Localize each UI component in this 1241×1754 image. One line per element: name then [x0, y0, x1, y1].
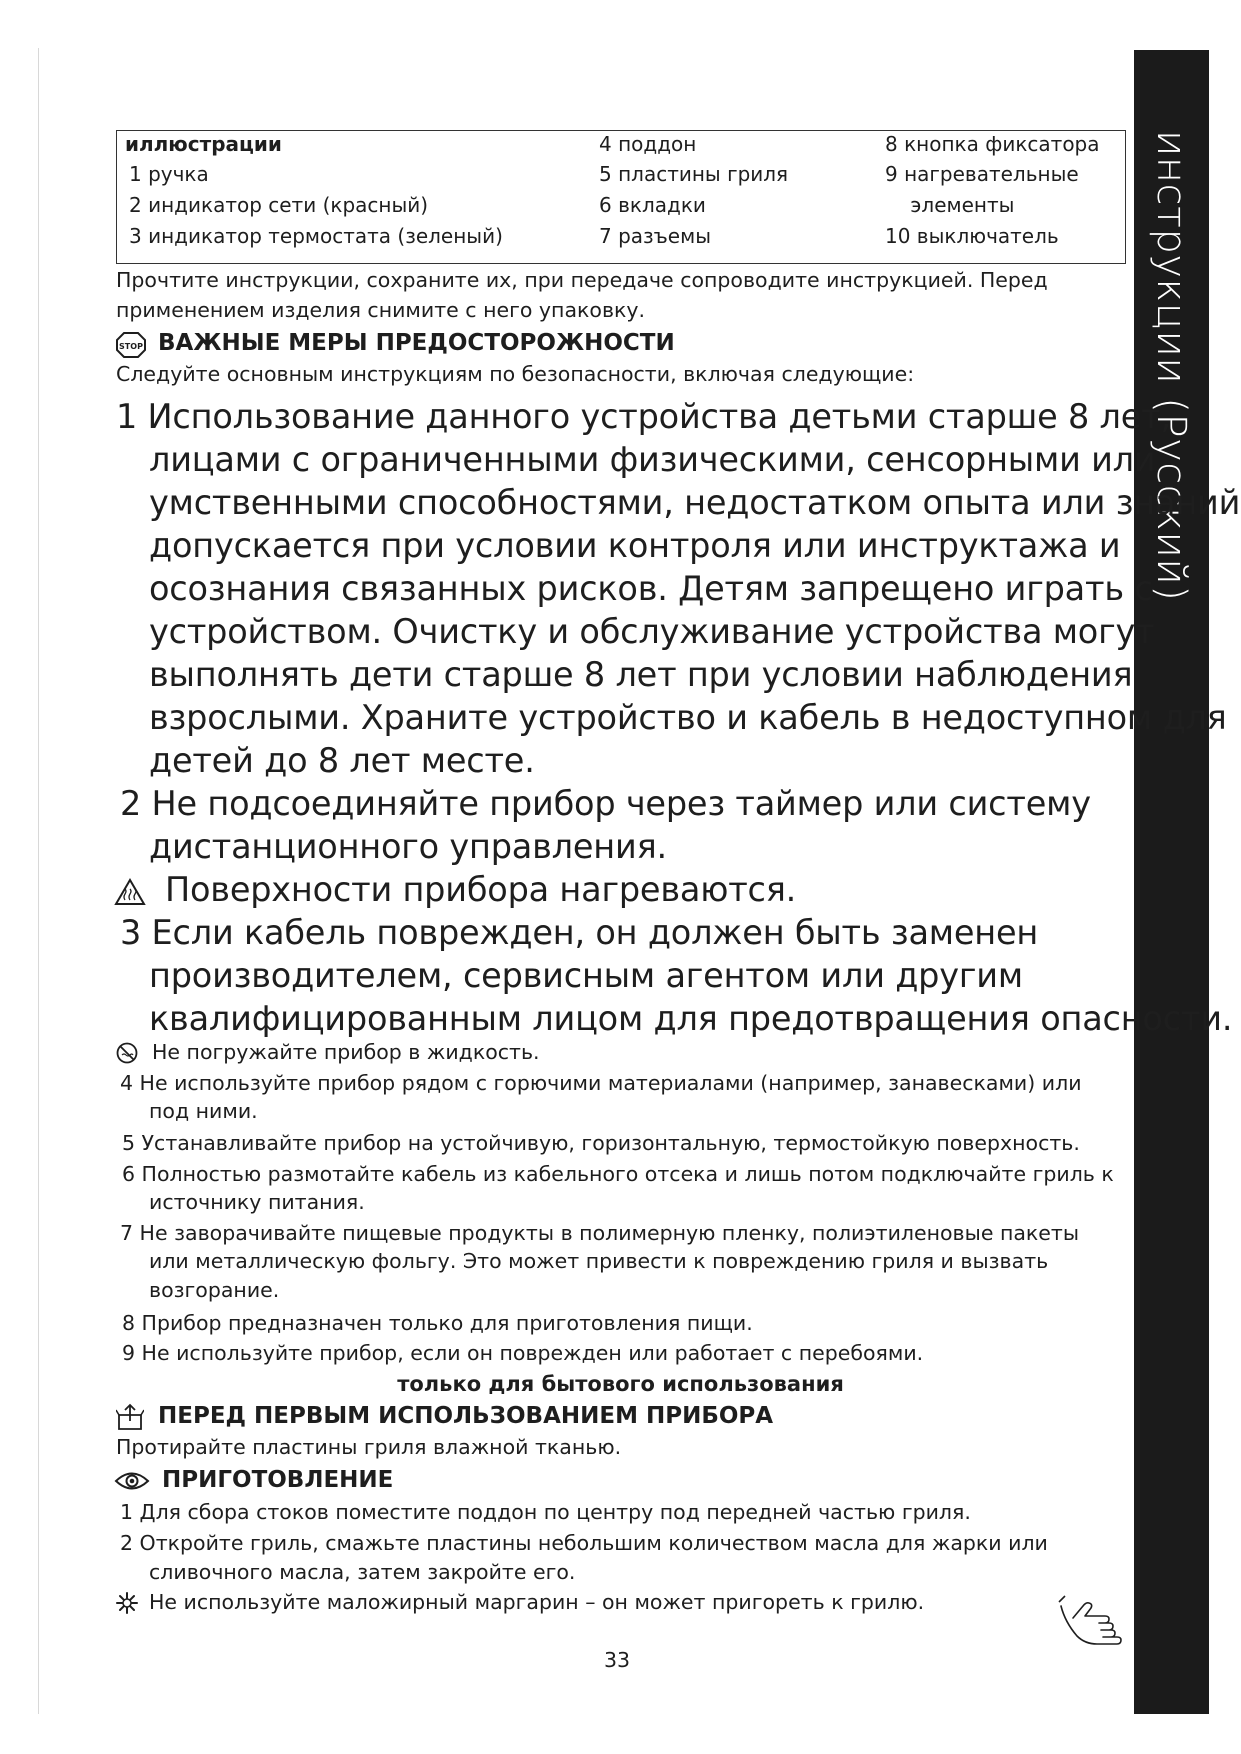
legend-item: 2 индикатор сети (красный): [129, 193, 429, 217]
safety-small-item: источнику питания.: [149, 1190, 365, 1214]
preparation-item: 1 Для сбора стоков поместите поддон по центру под передней частью гриля.: [120, 1500, 971, 1524]
turn-page-hand-icon: [1055, 1592, 1125, 1652]
safety-item-3-line: 3 Если кабель поврежден, он должен быть заменен: [120, 913, 1039, 952]
unpack-box-icon: [116, 1403, 144, 1431]
safety-small-item: 6 Полностью размотайте кабель из кабельного отсека и лишь потом подключайте гриль к: [122, 1162, 1114, 1186]
hot-surface-warning-icon: [114, 878, 146, 906]
legend-item: элементы: [885, 193, 1015, 217]
first-use-heading: ПЕРЕД ПЕРВЫМ ИСПОЛЬЗОВАНИЕМ ПРИБОРА: [158, 1403, 774, 1429]
safety-item-3-line: квалифицированным лицом для предотвращения опасности.: [149, 999, 1233, 1038]
illustrations-legend: [116, 130, 1126, 264]
safety-item-1-line: взрослыми. Храните устройство и кабель в недоступном для: [149, 698, 1227, 737]
legend-item: 4 поддон: [599, 132, 697, 156]
legend-item: 6 вкладки: [599, 193, 706, 217]
safety-item-3-line: производителем, сервисным агентом или другим: [149, 956, 1023, 995]
safety-small-item: 8 Прибор предназначен только для приготовления пищи.: [122, 1311, 753, 1335]
legend-item: 3 индикатор термостата (зеленый): [129, 224, 503, 248]
preparation-heading: ПРИГОТОВЛЕНИЕ: [162, 1467, 394, 1493]
safety-small-item: возгорание.: [149, 1278, 280, 1302]
legend-item: 1 ручка: [129, 162, 209, 186]
intro-line: Прочтите инструкции, сохраните их, при передаче сопроводите инструкцией. Перед: [116, 268, 1048, 292]
safety-heading: ВАЖНЫЕ МЕРЫ ПРЕДОСТОРОЖНОСТИ: [158, 330, 675, 356]
page-number: 33: [604, 1648, 631, 1672]
intro-line: применением изделия снимите с него упаковку.: [116, 298, 646, 322]
language-side-tab-title: инструкции (Русский): [1148, 130, 1194, 602]
safety-small-item: 7 Не заворачивайте пищевые продукты в полимерную пленку, полиэтиленовые пакеты: [120, 1221, 1080, 1245]
safety-item-1-line: умственными способностями, недостатком опыта или знаний: [149, 483, 1241, 522]
safety-small-item: 4 Не используйте прибор рядом с горючими материалами (например, занавесками) или: [120, 1071, 1082, 1095]
safety-item-1-line: выполнять дети старше 8 лет при условии наблюдения: [149, 655, 1133, 694]
stop-icon: [116, 332, 146, 358]
legend-item: 10 выключатель: [885, 224, 1059, 248]
legend-item: 5 пластины гриля: [599, 162, 789, 186]
safety-item-1-line: 1 Использование данного устройства детьми старше 8 лет,: [116, 397, 1171, 436]
eye-icon: [114, 1470, 150, 1492]
safety-item-2-line: дистанционного управления.: [149, 827, 667, 866]
hot-surface-warning: Поверхности прибора нагреваются.: [165, 870, 797, 909]
safety-small-item: или металлическую фольгу. Это может привести к повреждению гриля и вызвать: [149, 1249, 1049, 1273]
safety-small-item: 5 Устанавливайте прибор на устойчивую, горизонтальную, термостойкую поверхность.: [122, 1131, 1080, 1155]
preparation-item: 2 Откройте гриль, смажьте пластины небольшим количеством масла для жарки или: [120, 1531, 1048, 1555]
legend-item: 8 кнопка фиксатора: [885, 132, 1100, 156]
household-use-note: только для бытового использования: [397, 1372, 844, 1396]
first-use-text: Протирайте пластины гриля влажной тканью.: [116, 1435, 622, 1459]
svg-text:STOP: STOP: [119, 342, 143, 351]
preparation-item: сливочного масла, затем закройте его.: [149, 1560, 576, 1584]
legend-item: 7 разъемы: [599, 224, 711, 248]
legend-item: 9 нагревательные: [885, 162, 1079, 186]
safety-item-1-line: устройством. Очистку и обслуживание устройства могут: [149, 612, 1155, 651]
safety-subtitle: Следуйте основным инструкциям по безопасности, включая следующие:: [116, 362, 915, 386]
safety-item-2-line: 2 Не подсоединяйте прибор через таймер или систему: [120, 784, 1091, 823]
safety-small-item: под ними.: [149, 1099, 258, 1123]
no-immerse-icon: [116, 1042, 138, 1064]
safety-item-1-line: осознания связанных рисков. Детям запрещено играть с: [149, 569, 1153, 608]
page-margin-rule: [38, 48, 39, 1714]
caution-star-icon: [116, 1592, 138, 1614]
no-immerse-warning: Не погружайте прибор в жидкость.: [152, 1040, 540, 1064]
safety-item-1-line: допускается при условии контроля или инструктажа и: [149, 526, 1121, 565]
safety-small-item: 9 Не используйте прибор, если он поврежден или работает с перебоями.: [122, 1341, 924, 1365]
safety-item-1-line: детей до 8 лет месте.: [149, 741, 535, 780]
margarine-warning: Не используйте маложирный маргарин – он может пригореть к грилю.: [149, 1590, 925, 1614]
safety-item-1-line: лицами с ограниченными физическими, сенсорными или: [149, 440, 1156, 479]
legend-heading: иллюстрации: [125, 132, 282, 156]
